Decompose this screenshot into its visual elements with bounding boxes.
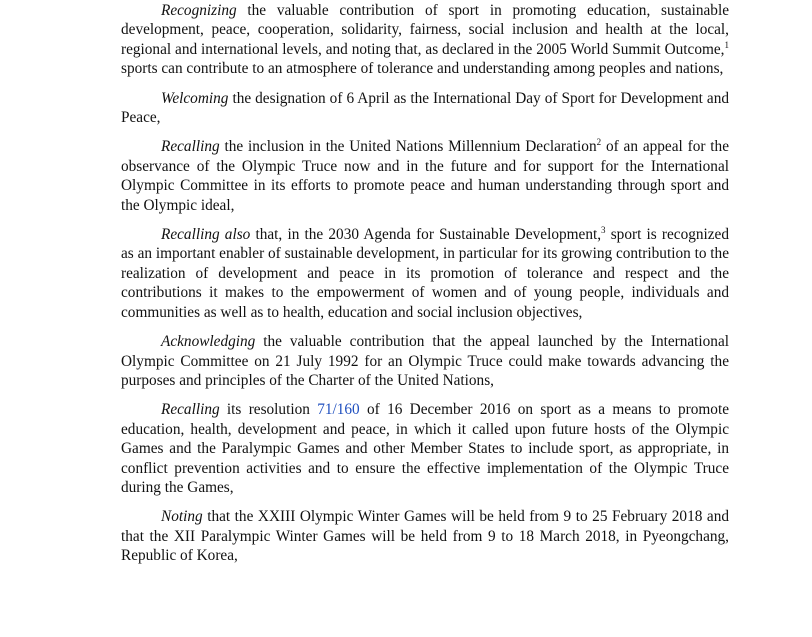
paragraph-text-continued: sports can contribute to an atmosphere of tolerance and understanding among peoples and nations, [121, 60, 724, 78]
footnote-marker[interactable]: 2 [596, 137, 602, 148]
paragraph-text: the inclusion in the United Nations Millennium Declaration [219, 138, 597, 156]
paragraph-text: its resolution [219, 401, 318, 419]
paragraph-text: the valuable contribution that the appeal launched by the International Olympic Committee on 21 July 1992 for an Olympic Truce could make towards advancing the purposes and principles of the Charter of the United Nations, [121, 333, 729, 389]
lead-word: Acknowledging [161, 333, 256, 351]
lead-word: Recalling [161, 401, 220, 419]
paragraph-recalling-resolution [121, 400, 729, 497]
paragraph-text: that, in the 2030 Agenda for Sustainable Development, [250, 226, 602, 244]
paragraph-text: the designation of 6 April as the International Day of Sport for Development and Peace, [121, 89, 729, 127]
resolution-preamble [121, 1, 729, 576]
paragraph-acknowledging [121, 332, 729, 390]
paragraph-noting [121, 507, 729, 565]
paragraph-text-continued: of 16 December 2016 on sport as a means to promote education, health, development and peace, in which it called upon future hosts of the Olympic Games and the Paralympic Games and other Member States to include sport, as appropriate, in conflict prevention activities and to ensure the effective implementation of the Olympic Truce during the Games, [121, 401, 729, 496]
paragraph-text-continued: sport is recognized as an important enabler of sustainable development, in particular for its growing contribution to the realization of development and peace in its promotion of tolerance and respect and the contributions it makes to the empowerment of women and of young people, individuals and communities as well as to health, education and social inclusion objectives, [121, 226, 729, 321]
paragraph-recalling-declaration [121, 137, 729, 215]
lead-word: Welcoming [161, 89, 229, 107]
paragraph-text: the valuable contribution of sport in promoting education, sustainable development, peace, cooperation, solidarity, fairness, social inclusion and health at the local, regional and international levels, and noting that, as declared in the 2005 World Summit Outcome, [121, 2, 729, 58]
paragraph-text: that the XXIII Olympic Winter Games will be held from 9 to 25 February 2018 and that the XII Paralympic Winter Games will be held from 9 to 18 March 2018, in Pyeongchang, Republic of Korea, [121, 508, 729, 565]
lead-word: Recognizing [161, 2, 237, 19]
lead-word: Noting [161, 508, 203, 526]
footnote-marker[interactable]: 1 [724, 39, 729, 50]
lead-word: Recalling also [161, 226, 251, 244]
footnote-marker[interactable]: 3 [601, 225, 606, 236]
resolution-link[interactable]: 71/160 [317, 401, 360, 419]
lead-word: Recalling [161, 138, 220, 156]
paragraph-text-continued: of an appeal for the observance of the Olympic Truce now and in the future and for support for the International Olympic Committee in its efforts to promote peace and human understanding through sport and the Olympic ideal, [121, 138, 729, 214]
paragraph-welcoming [121, 89, 729, 128]
paragraph-recognizing [121, 1, 729, 79]
paragraph-recalling-also [121, 225, 729, 322]
